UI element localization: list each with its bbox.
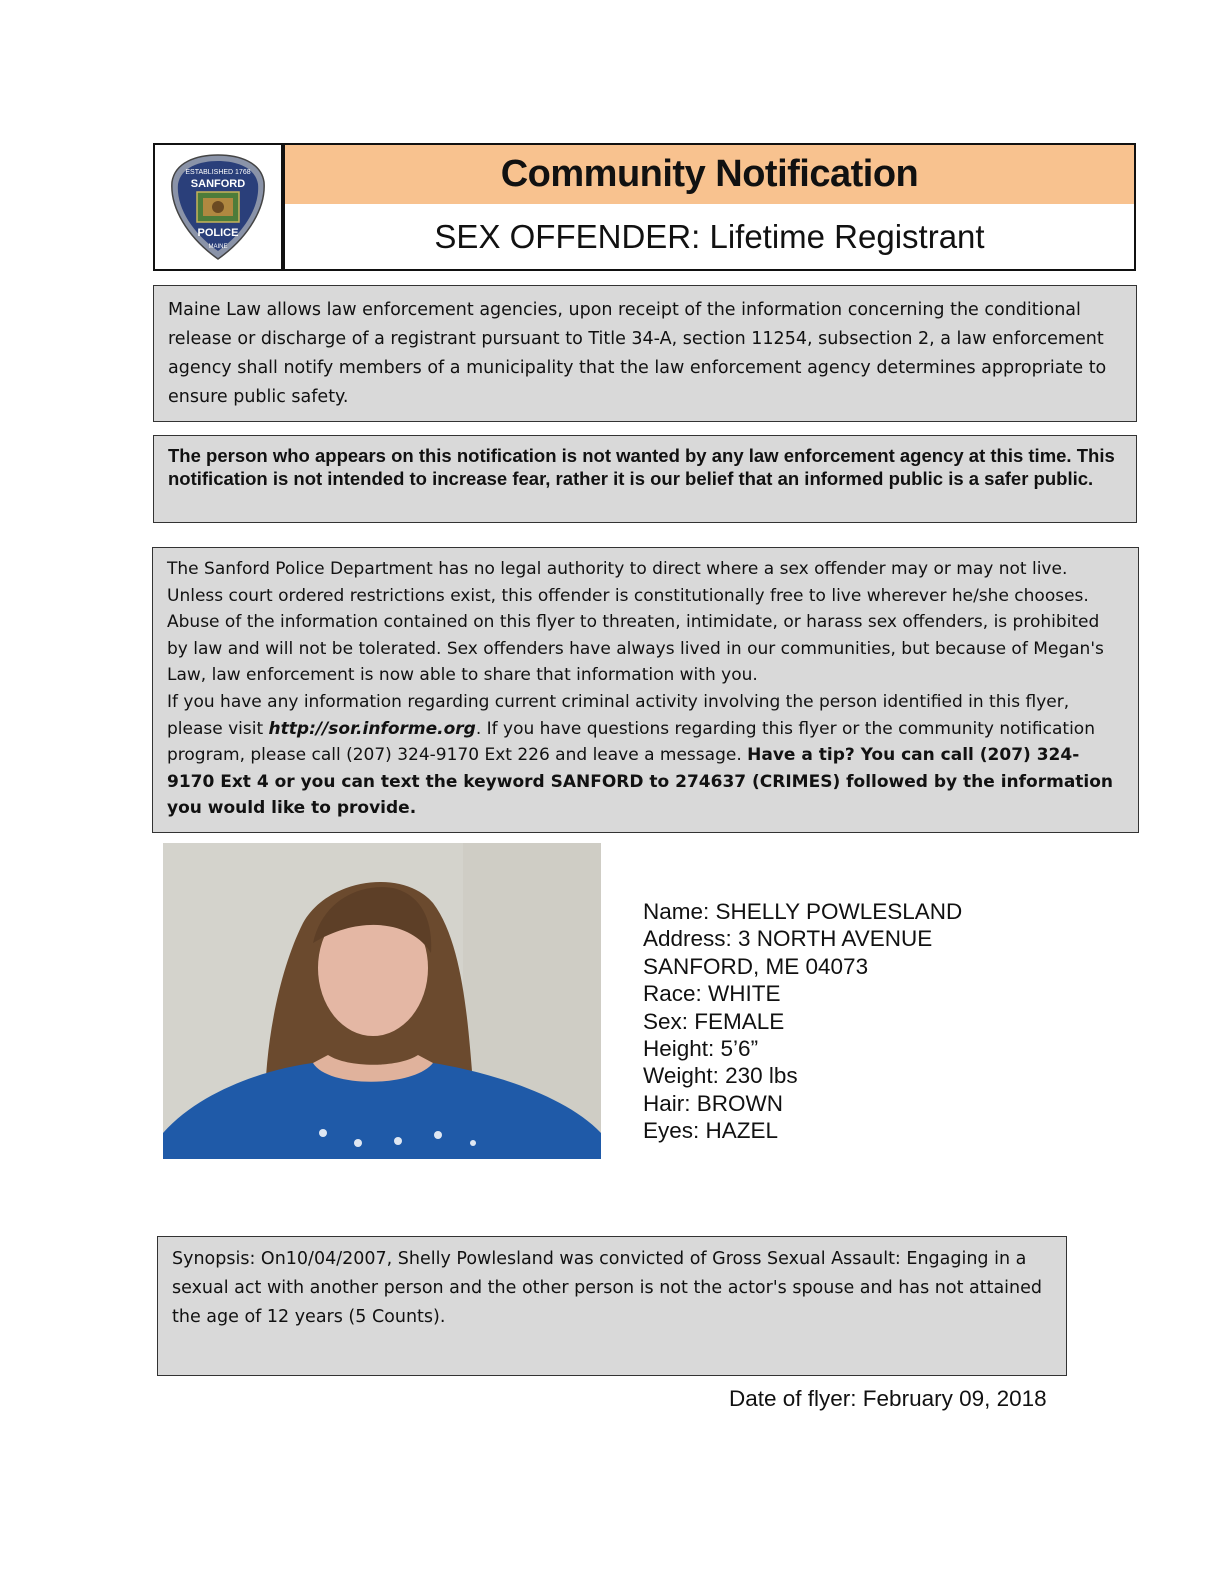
title-cell xyxy=(285,145,1134,269)
legal-notice-contact xyxy=(167,689,1124,822)
header xyxy=(153,143,1136,271)
police-badge-icon xyxy=(169,152,267,262)
offender-eyes: Eyes: HAZEL xyxy=(643,1118,779,1144)
svg-text:ESTABLISHED 1768: ESTABLISHED 1768 xyxy=(185,169,251,176)
maine-law-paragraph: Maine Law allows law enforcement agencies, upon receipt of the information concerning the conditional release or discharge of a registrant pursuant to Title 34-A, section 11254, subsection 2, a law enforcement agency shall notify members of a municipality that the law enforcement agency determines appropriate to ensure public safety. xyxy=(153,285,1137,422)
offender-weight: Weight: 230 lbs xyxy=(643,1063,798,1089)
synopsis-box: Synopsis: On10/04/2007, Shelly Powlesland was convicted of Gross Sexual Assault: Engaging in a sexual act with another person and the other person is not the actor's spouse and has not attained the age of 12 years (5 Counts). xyxy=(157,1236,1067,1376)
flyer-date: Date of flyer: February 09, 2018 xyxy=(729,1386,1047,1411)
offender-name: Name: SHELLY POWLESLAND xyxy=(643,899,963,924)
visit-prefix: If you have any information regarding current criminal activity involving the person identified in this flyer, please visit xyxy=(167,691,1070,739)
legal-notice-intro: The Sanford Police Department has no legal authority to direct where a sex offender may or may not live. Unless court ordered restrictions exist, this offender is constitutionally free to live wherever he/she chooses. Abuse of the information contained on this flyer to threaten, intimidate, or harass sex offenders, is prohibited by law and will not be tolerated. Sex offenders have always lived in our communities, but because of Megan's Law, law enforcement is now able to share that information with you. xyxy=(167,559,1104,686)
offender-sex: Sex: FEMALE xyxy=(643,1008,785,1034)
not-wanted-paragraph: The person who appears on this notification is not wanted by any law enforcement agency at this time. This notification is not intended to increase fear, rather it is our belief that an informed public is a safer public. xyxy=(153,435,1137,523)
svg-text:POLICE: POLICE xyxy=(197,227,239,239)
page-title: Community Notification xyxy=(285,145,1134,204)
sor-informe-link[interactable]: http://sor.informe.org xyxy=(268,718,476,739)
offender-info xyxy=(643,898,962,1145)
offender-height: Height: 5’6” xyxy=(643,1036,759,1062)
page-subtitle: SEX OFFENDER: Lifetime Registrant xyxy=(434,217,985,255)
offender-photo xyxy=(163,843,601,1159)
svg-text:SANFORD: SANFORD xyxy=(190,178,246,190)
tip-text: Have a tip? You can call (207) 324-9170 Ext 4 or you can text the keyword SANFORD to 274637 (CRIMES) followed by the information you would like to provide. xyxy=(167,745,1114,819)
offender-race: Race: WHITE xyxy=(643,981,781,1007)
offender-hair: Hair: BROWN xyxy=(643,1090,783,1116)
visit-suffix: . If you have questions regarding this flyer or the community notification program, please call (207) 324-9170 Ext 226 and leave a message. xyxy=(167,718,1095,766)
legal-notice-box xyxy=(152,547,1139,833)
badge-cell xyxy=(155,145,285,269)
offender-address: Address: 3 NORTH AVENUE xyxy=(643,926,933,952)
offender-city: SANFORD, ME 04073 xyxy=(643,953,869,979)
svg-text:MAINE: MAINE xyxy=(208,244,228,250)
